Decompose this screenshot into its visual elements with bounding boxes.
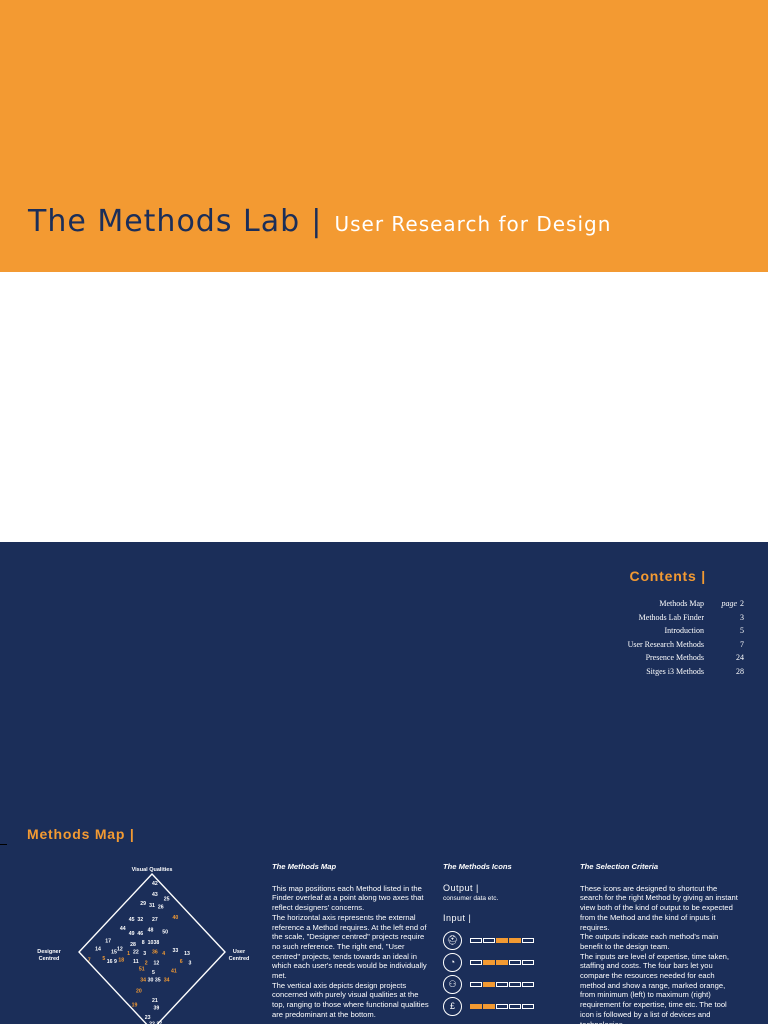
map-method-number: 4 xyxy=(162,951,166,958)
output-label: Output | xyxy=(443,882,479,893)
map-method-number: 11 xyxy=(133,958,139,965)
resource-level-cell xyxy=(483,938,495,943)
contents-item[interactable] xyxy=(560,613,744,627)
contents-page xyxy=(0,542,768,1029)
map-method-number: 50 xyxy=(162,929,168,936)
resource-level-cell xyxy=(509,960,521,965)
contents-item[interactable] xyxy=(560,626,744,640)
map-method-number: 22 xyxy=(133,949,139,956)
map-method-number: 29 xyxy=(140,901,147,908)
map-method-number: 12 xyxy=(153,960,160,967)
resource-level-cell xyxy=(483,1004,495,1009)
map-method-number: 20 xyxy=(136,988,142,995)
methods-map-text-heading: The Methods Map xyxy=(272,862,337,871)
resource-level-bars xyxy=(470,960,534,965)
map-method-number: 30 xyxy=(147,977,154,984)
methods-map-heading: Methods Map | xyxy=(27,826,135,842)
map-method-number: 8 xyxy=(141,940,145,947)
map-method-number: 46 xyxy=(137,930,144,937)
cover-title xyxy=(28,204,611,239)
map-method-number: 10 xyxy=(147,940,154,947)
map-method-number: 32 xyxy=(137,916,144,923)
crop-mark xyxy=(0,844,7,845)
methods-map-diagram xyxy=(30,860,260,1030)
map-method-number: 34 xyxy=(140,977,147,984)
contents-list xyxy=(560,599,744,681)
map-method-number: 5 xyxy=(102,955,106,962)
resource-level-cell xyxy=(509,982,521,987)
cover-title-separator: | xyxy=(311,204,322,239)
contents-page-number: 28 xyxy=(736,666,744,676)
contents-item-label: User Research Methods xyxy=(627,639,704,649)
cover-title-subtitle: User Research for Design xyxy=(334,212,612,236)
resource-level-cell xyxy=(509,1004,521,1009)
contents-page-number: 7 xyxy=(740,639,744,649)
map-method-number: 39 xyxy=(153,1005,160,1012)
contents-item-page xyxy=(721,599,744,608)
money-icon: £ xyxy=(443,997,462,1016)
contents-item-page xyxy=(740,640,744,649)
map-method-number: 16 xyxy=(106,958,113,965)
map-method-number: 18 xyxy=(118,957,125,964)
map-method-number: 37 xyxy=(156,1021,163,1028)
selection-criteria-column xyxy=(580,862,738,1029)
page-word: page xyxy=(721,599,737,608)
map-method-number: 27 xyxy=(152,916,158,923)
contents-page-number: 24 xyxy=(736,653,744,663)
contents-heading: Contents | xyxy=(629,568,706,584)
methods-map-svg xyxy=(30,860,260,1030)
axis-top-label: Visual Qualities xyxy=(131,867,173,873)
map-method-number: 2 xyxy=(144,960,148,967)
hat-icon: ⛑ xyxy=(443,931,462,950)
axis-left-label-1: Designer xyxy=(37,949,61,955)
cover-title-main: The Methods Lab xyxy=(28,204,301,239)
resource-level-cell xyxy=(470,938,482,943)
clock-icon: ◔ xyxy=(443,953,462,972)
resource-level-cell xyxy=(522,982,534,987)
map-method-number: 26 xyxy=(157,904,164,911)
contents-item-label: Methods Lab Finder xyxy=(638,612,704,622)
contents-item-page xyxy=(736,653,744,662)
map-method-number: 25 xyxy=(163,896,170,903)
map-method-number: 36 xyxy=(152,949,158,956)
input-icon-row xyxy=(443,996,563,1018)
map-method-number: 13 xyxy=(184,951,190,958)
resource-level-bars xyxy=(470,938,534,943)
resource-level-cell xyxy=(522,1004,534,1009)
map-method-number: 40 xyxy=(172,915,179,922)
map-method-number: 44 xyxy=(119,926,126,933)
contents-item[interactable] xyxy=(560,599,744,613)
map-method-number: 48 xyxy=(147,927,154,934)
selection-criteria-heading: The Selection Criteria xyxy=(580,862,659,871)
contents-item[interactable] xyxy=(560,667,744,681)
selection-criteria-paragraph: The outputs indicate each method's main benefit to the design team. xyxy=(580,932,719,951)
map-method-number: 38 xyxy=(153,940,160,947)
contents-page-number: 5 xyxy=(740,626,744,636)
axis-right-label-2: Centred xyxy=(228,956,250,962)
contents-item-label: Introduction xyxy=(664,626,704,636)
output-sublabel: consumer data etc. xyxy=(443,895,499,903)
resource-level-cell xyxy=(483,960,495,965)
map-method-number: 9 xyxy=(114,958,117,965)
resource-level-cell xyxy=(522,960,534,965)
title-page xyxy=(0,272,768,542)
map-method-number: 7 xyxy=(87,957,91,964)
contents-item[interactable] xyxy=(560,640,744,654)
map-method-number: 19 xyxy=(131,1002,138,1009)
map-method-number: 22 xyxy=(149,1021,155,1028)
resource-level-cell xyxy=(496,982,508,987)
map-method-number: 15 xyxy=(111,949,117,956)
resource-level-bars xyxy=(470,982,534,987)
methods-map-paragraph: The horizontal axis represents the external reference a Method requires. At the left end of the scale, "Designer centred" projects require no such reference. The right end, "User centred" projects, tends towards an ideal in which each user's needs would be individually met. xyxy=(272,912,427,981)
contents-item-label: Sitges i3 Methods xyxy=(646,666,704,676)
axis-right-label-1: User xyxy=(232,949,246,955)
contents-item-page xyxy=(740,626,744,635)
map-method-number: 34 xyxy=(163,977,170,984)
resource-level-cell xyxy=(496,938,508,943)
map-method-number: 35 xyxy=(154,977,161,984)
map-method-number: 12 xyxy=(117,946,123,953)
resource-level-bars xyxy=(470,1004,534,1009)
input-icon-row xyxy=(443,930,563,952)
selection-criteria-paragraph: The inputs are level of expertise, time taken, staffing and costs. The four bars let you compare the resources needed for each method and show a range, marked orange, from minimum (left) to maximum (right) requirement for expertise, time etc. The tool icon is followed by a list of devices and technologies xyxy=(580,951,729,1029)
map-method-number: 51 xyxy=(138,966,145,973)
map-method-number: 6 xyxy=(179,958,183,965)
map-method-number: 21 xyxy=(152,997,158,1004)
map-method-number: 5 xyxy=(152,969,155,976)
contents-item-page xyxy=(740,613,744,622)
resource-level-cell xyxy=(470,1004,482,1009)
map-method-number: 41 xyxy=(171,968,177,975)
map-method-number: 23 xyxy=(144,1015,151,1022)
map-method-number: 3 xyxy=(188,960,192,967)
map-method-number: 31 xyxy=(149,902,155,909)
resource-level-cell xyxy=(470,982,482,987)
map-method-number: 49 xyxy=(128,930,135,937)
map-method-number: 14 xyxy=(95,946,101,953)
input-icon-row xyxy=(443,952,563,974)
contents-page-number: 2 xyxy=(740,599,744,608)
methods-map-text xyxy=(272,862,432,1020)
selection-criteria-paragraph: These icons are designed to shortcut the search for the right Method by giving an instant view both of the kind of output to be expected from the Method and the kind of inputs it requires. xyxy=(580,883,738,932)
input-icon-rows xyxy=(443,930,563,1018)
methods-map-paragraph: This map positions each Method listed in the Finder overleaf at a point along two axes that reflect designers' concerns. xyxy=(272,883,424,913)
contents-page-number: 3 xyxy=(740,612,744,622)
people-icon: ⚇ xyxy=(443,975,462,994)
map-method-number: 17 xyxy=(105,938,112,945)
map-method-number: 43 xyxy=(152,891,158,898)
resource-level-cell xyxy=(470,960,482,965)
resource-level-cell xyxy=(522,938,534,943)
map-method-number: 3 xyxy=(143,951,147,958)
contents-item-page xyxy=(736,667,744,676)
methods-map-paragraph: The vertical axis depicts design projects concerned with purely visual qualities at the top, ranging to those where functional qualities are predominant at the bottom. xyxy=(272,980,429,1019)
methods-icons-heading: The Methods Icons xyxy=(443,862,512,871)
contents-item[interactable] xyxy=(560,653,744,667)
map-method-number: 45 xyxy=(128,916,135,923)
resource-level-cell xyxy=(509,938,521,943)
contents-item-label: Presence Methods xyxy=(645,653,704,663)
contents-item-label: Methods Map xyxy=(659,599,704,608)
resource-level-cell xyxy=(496,960,508,965)
input-icon-row xyxy=(443,974,563,996)
map-method-number: 1 xyxy=(127,951,131,958)
resource-level-cell xyxy=(496,1004,508,1009)
input-label: Input | xyxy=(443,913,472,924)
map-method-number: 28 xyxy=(130,941,136,948)
map-method-number: 42 xyxy=(152,880,158,887)
cover-band xyxy=(0,0,768,272)
resource-level-cell xyxy=(483,982,495,987)
methods-icons-column xyxy=(443,862,563,1018)
map-method-number: 33 xyxy=(172,948,179,954)
axis-left-label-2: Centred xyxy=(38,956,60,962)
